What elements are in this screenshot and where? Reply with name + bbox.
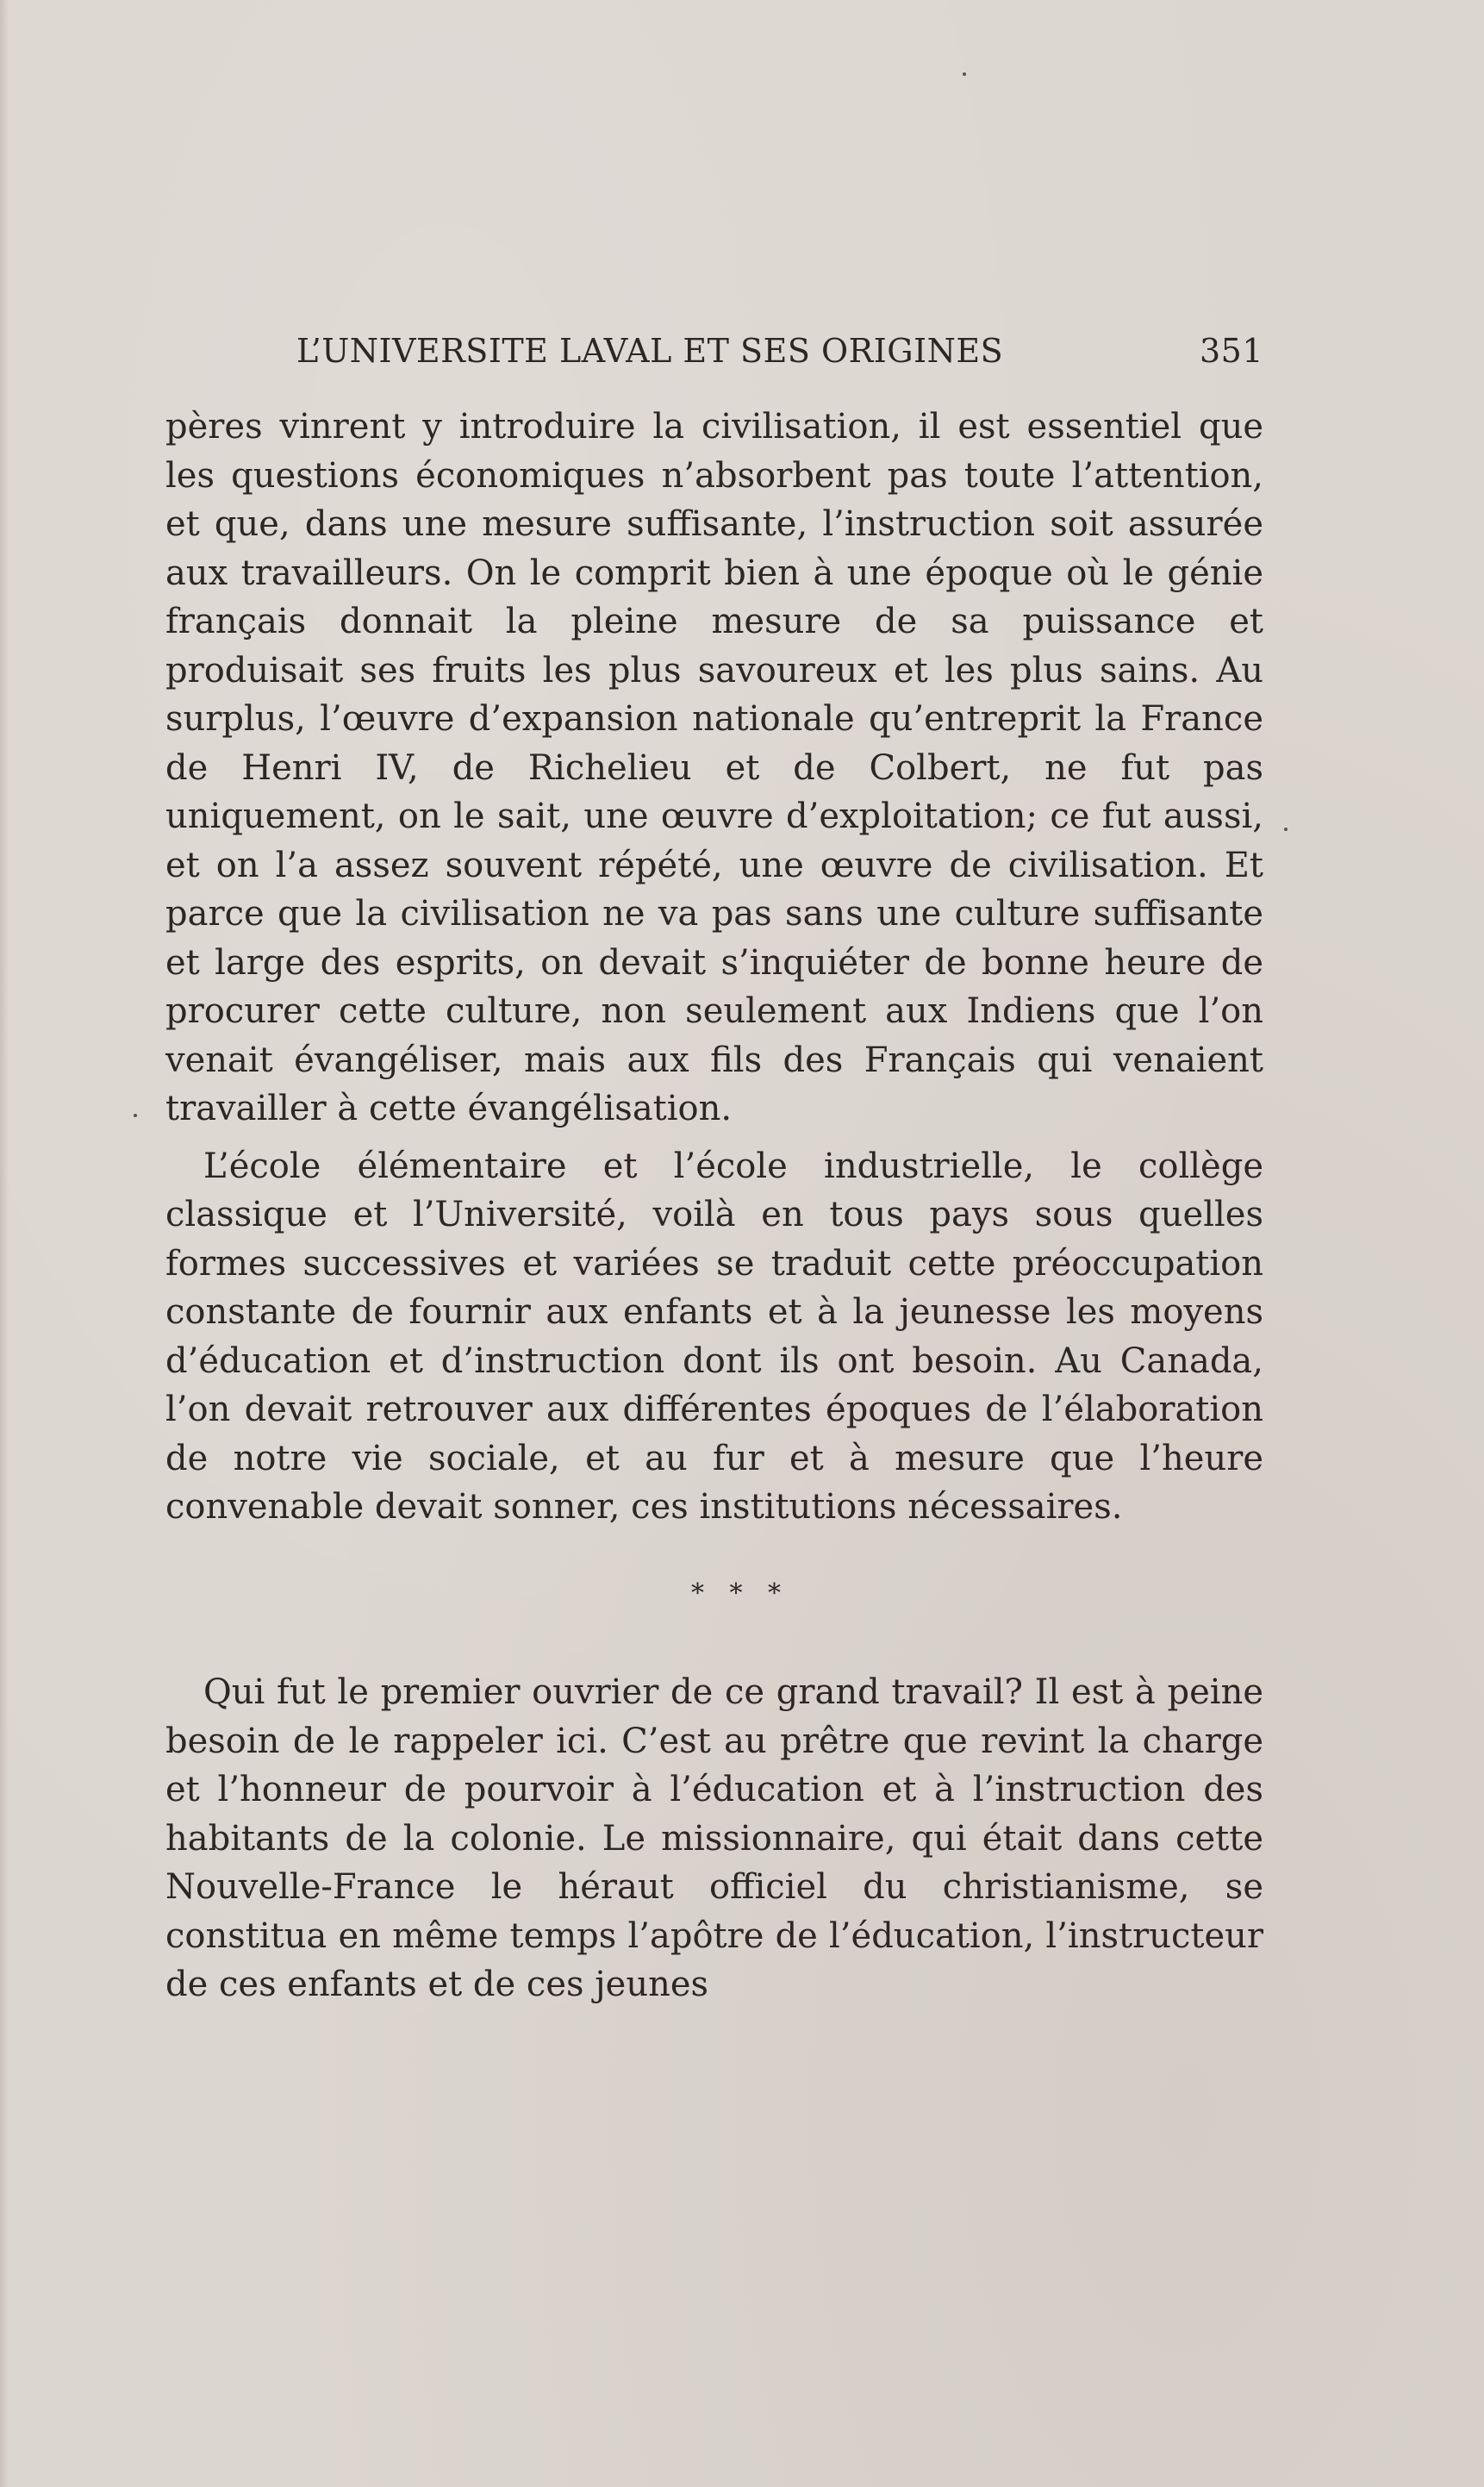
paragraph-institutions: L’école élémentaire et l’école industrielle, le collège classique et l’Université, voilà en tous pays sous quelles formes successives et variées se traduit cette préoccupation constante de fournir aux enfants et à la jeunesse les moyens d’éducation et d’instruction dont ils ont besoin. Au Canada, l’on devait retrouver aux différentes époques de l’élaboration de notre vie sociale, et au fur et à mesure que l’heure convenable devait sonner, ces institutions nécessaires. — [165, 1146, 1263, 1527]
book-page — [165, 332, 1263, 2009]
running-head — [165, 332, 1263, 384]
paragraph-continuation: pères vinrent y introduire la civilisation, il est essentiel que les questions économiques n’absorbent pas toute l’attention, et que, dans une mesure suffisante, l’instruction soit assurée aux travailleurs. On le comprit bien à une époque où le génie français donnait la pleine mesure de sa puissance et produisait ses fruits les plus savoureux et les plus sains. Au surplus, l’œuvre d’expansion nationale qu’entreprit la France de Henri IV, de Richelieu et de Colbert, ne fut pas uniquement, on le sait, une œuvre d’exploitation; ce fut aussi, et on l’a assez souvent répété, une œuvre de civilisation. Et parce que la civilisation ne va pas sans une culture suffisante et large des esprits, on devait s’inquiéter de bonne heure de procurer cette culture, non seulement aux Indiens que l’on venait évangéliser, mais aux fils des Français qui venaient travailler à cette évangélisation. — [165, 407, 1263, 1128]
paper-speck — [1284, 828, 1288, 831]
page-edge-shadow — [0, 0, 9, 2487]
paragraph-first-worker: Qui fut le premier ouvrier de ce grand travail? Il est à peine besoin de le rappeler ici. C’est au prêtre que revint la charge et l’honneur de pourvoir à l’éducation et à l’instruction des habitants de la colonie. Le missionnaire, qui était dans cette Nouvelle-France le héraut officiel du christianisme, se constitua en même temps l’apôtre de l’éducation, l’instructeur de ces enfants et de ces jeunes — [165, 1672, 1263, 2004]
section-break: * * * — [690, 1578, 790, 1609]
paper-speck — [963, 72, 966, 76]
body-text — [165, 403, 1263, 2009]
page-number: 351 — [1199, 332, 1263, 370]
paper-speck — [134, 1114, 137, 1117]
running-title: L’UNIVERSITE LAVAL ET SES ORIGINES — [296, 332, 1004, 370]
